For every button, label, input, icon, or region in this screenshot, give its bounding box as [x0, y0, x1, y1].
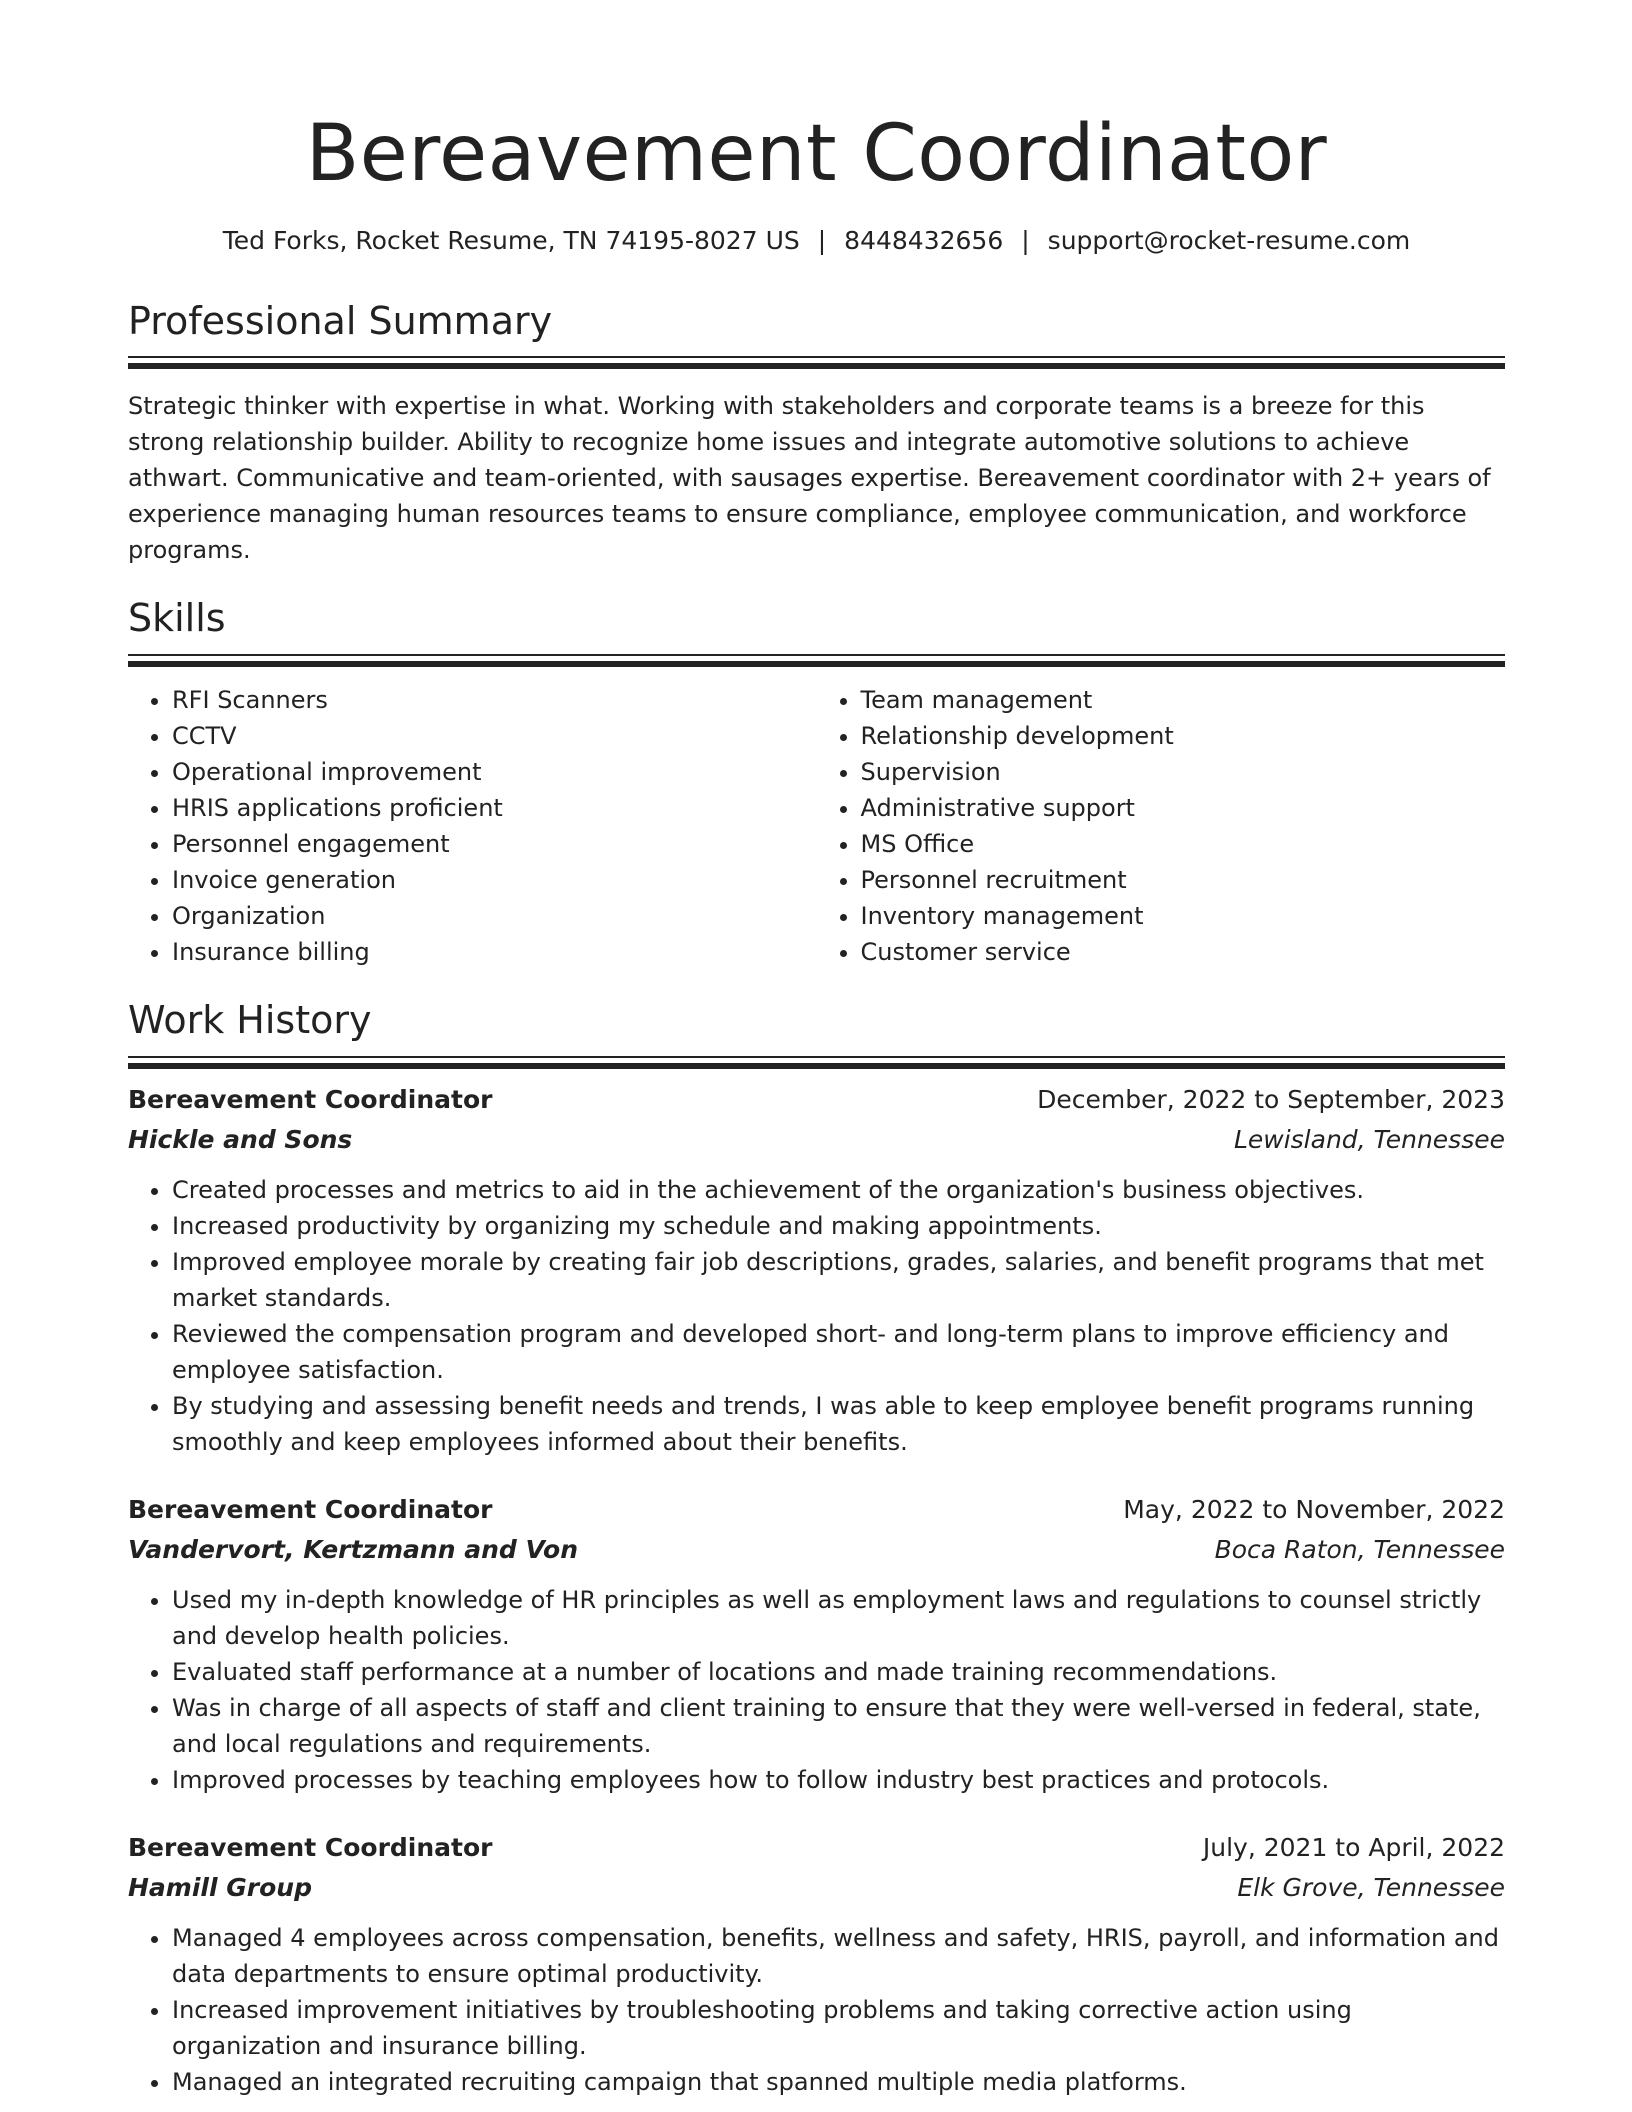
skill-item: • Invoice generation: [172, 862, 817, 898]
job-company: Hickle and Sons: [128, 1124, 353, 1154]
job-bullet: • Managed an integrated recruiting campaign that spanned multiple media platforms.: [172, 2064, 1505, 2100]
section-divider: [128, 356, 1505, 366]
summary-text: Strategic thinker with expertise in what. Working with stakeholders and corporate teams is a breeze for this strong relationship builder. Ability to recognize home issues and integrate automotive solutions to achieve athwart. Communicative and team-oriented, with sausages expertise. Bereavement coordinator with 2+ years of experience managing human resources teams to ensure compliance, employee communication, and workforce programs.: [128, 392, 1491, 565]
job-bullet: • Used my in-depth knowledge of HR principles as well as employment laws and regulations to counsel strictly and develop health policies.: [172, 1582, 1505, 1654]
section-divider: [128, 1056, 1505, 1066]
contact-separator: |: [817, 225, 827, 255]
skill-item: • Organization: [172, 898, 817, 934]
job-bullet: • Increased improvement initiatives by troubleshooting problems and taking corrective action using organization and insurance billing.: [172, 1992, 1505, 2064]
work-history-heading: Work History: [128, 997, 372, 1042]
job-subheader: [128, 1120, 1505, 1160]
job-bullets: [128, 1920, 1505, 2100]
skill-item: • MS Office: [861, 826, 1506, 862]
work-history-section: [128, 998, 1505, 2100]
skill-item: • Inventory management: [861, 898, 1506, 934]
skill-item: • Insurance billing: [172, 934, 817, 970]
skill-item: • RFI Scanners: [172, 682, 817, 718]
job-bullet: • Reviewed the compensation program and developed short- and long-term plans to improve efficiency and employee satisfaction.: [172, 1316, 1505, 1388]
section-divider: [128, 654, 1505, 664]
job-location: Lewisland, Tennessee: [1233, 1124, 1505, 1154]
job-bullets: [128, 1582, 1505, 1798]
job-entry: [128, 1080, 1505, 1460]
job-bullet: • Improved processes by teaching employees how to follow industry best practices and protocols.: [172, 1762, 1505, 1798]
skill-item: • Personnel recruitment: [861, 862, 1506, 898]
contact-phone: 8448432656: [844, 225, 1004, 255]
job-bullet: • Increased productivity by organizing my schedule and making appointments.: [172, 1208, 1505, 1244]
skill-item: • Supervision: [861, 754, 1506, 790]
job-company: Vandervort, Kertzmann and Von: [128, 1534, 578, 1564]
job-bullet: • Evaluated staff performance at a number of locations and made training recommendations.: [172, 1654, 1505, 1690]
job-title: Bereavement Coordinator: [128, 1084, 493, 1114]
summary-heading: Professional Summary: [128, 298, 553, 343]
resume-name: Bereavement Coordinator: [305, 109, 1328, 199]
job-title: Bereavement Coordinator: [128, 1832, 493, 1862]
job-bullet: • Improved employee morale by creating fair job descriptions, grades, salaries, and benefit programs that met market standards.: [172, 1244, 1505, 1316]
job-company: Hamill Group: [128, 1872, 312, 1902]
job-header: [128, 1080, 1505, 1120]
job-subheader: [128, 1868, 1505, 1908]
job-title: Bereavement Coordinator: [128, 1494, 493, 1524]
job-dates: December, 2022 to September, 2023: [1037, 1084, 1505, 1114]
job-dates: May, 2022 to November, 2022: [1123, 1494, 1505, 1524]
job-bullet: • Was in charge of all aspects of staff and client training to ensure that they were well-versed in federal, state, and local regulations and requirements.: [172, 1690, 1505, 1762]
job-header: [128, 1828, 1505, 1868]
job-header: [128, 1490, 1505, 1530]
skill-item: • Operational improvement: [172, 754, 817, 790]
job-entry: [128, 1490, 1505, 1798]
skill-item: • Team management: [861, 682, 1506, 718]
skills-section: [128, 596, 1505, 970]
job-location: Elk Grove, Tennessee: [1237, 1872, 1505, 1902]
job-entry: [128, 1828, 1505, 2100]
skill-item: • HRIS applications proficient: [172, 790, 817, 826]
job-bullet: • Managed 4 employees across compensation, benefits, wellness and safety, HRIS, payroll, and information and data departments to ensure optimal productivity.: [172, 1920, 1505, 1992]
skill-item: • CCTV: [172, 718, 817, 754]
job-bullet: • Created processes and metrics to aid in the achievement of the organization's business objectives.: [172, 1172, 1505, 1208]
contact-email: support@rocket-resume.com: [1047, 225, 1411, 255]
job-bullet: • By studying and assessing benefit needs and trends, I was able to keep employee benefit programs running smoothly and keep employees informed about their benefits.: [172, 1388, 1505, 1460]
contact-line: [128, 226, 1505, 255]
skill-item: • Personnel engagement: [172, 826, 817, 862]
skills-columns: [128, 682, 1505, 970]
summary-section: [128, 299, 1505, 569]
job-dates: July, 2021 to April, 2022: [1202, 1832, 1505, 1862]
skill-item: • Relationship development: [861, 718, 1506, 754]
skill-item: • Customer service: [861, 934, 1506, 970]
job-subheader: [128, 1530, 1505, 1570]
job-bullets: [128, 1172, 1505, 1460]
skill-item: • Administrative support: [861, 790, 1506, 826]
skills-list-left: [128, 682, 817, 970]
skills-heading: Skills: [128, 596, 226, 641]
job-location: Boca Raton, Tennessee: [1214, 1534, 1505, 1564]
contact-address: Ted Forks, Rocket Resume, TN 74195-8027 US: [222, 225, 800, 255]
contact-separator: |: [1021, 225, 1030, 255]
skills-list-right: [817, 682, 1506, 970]
